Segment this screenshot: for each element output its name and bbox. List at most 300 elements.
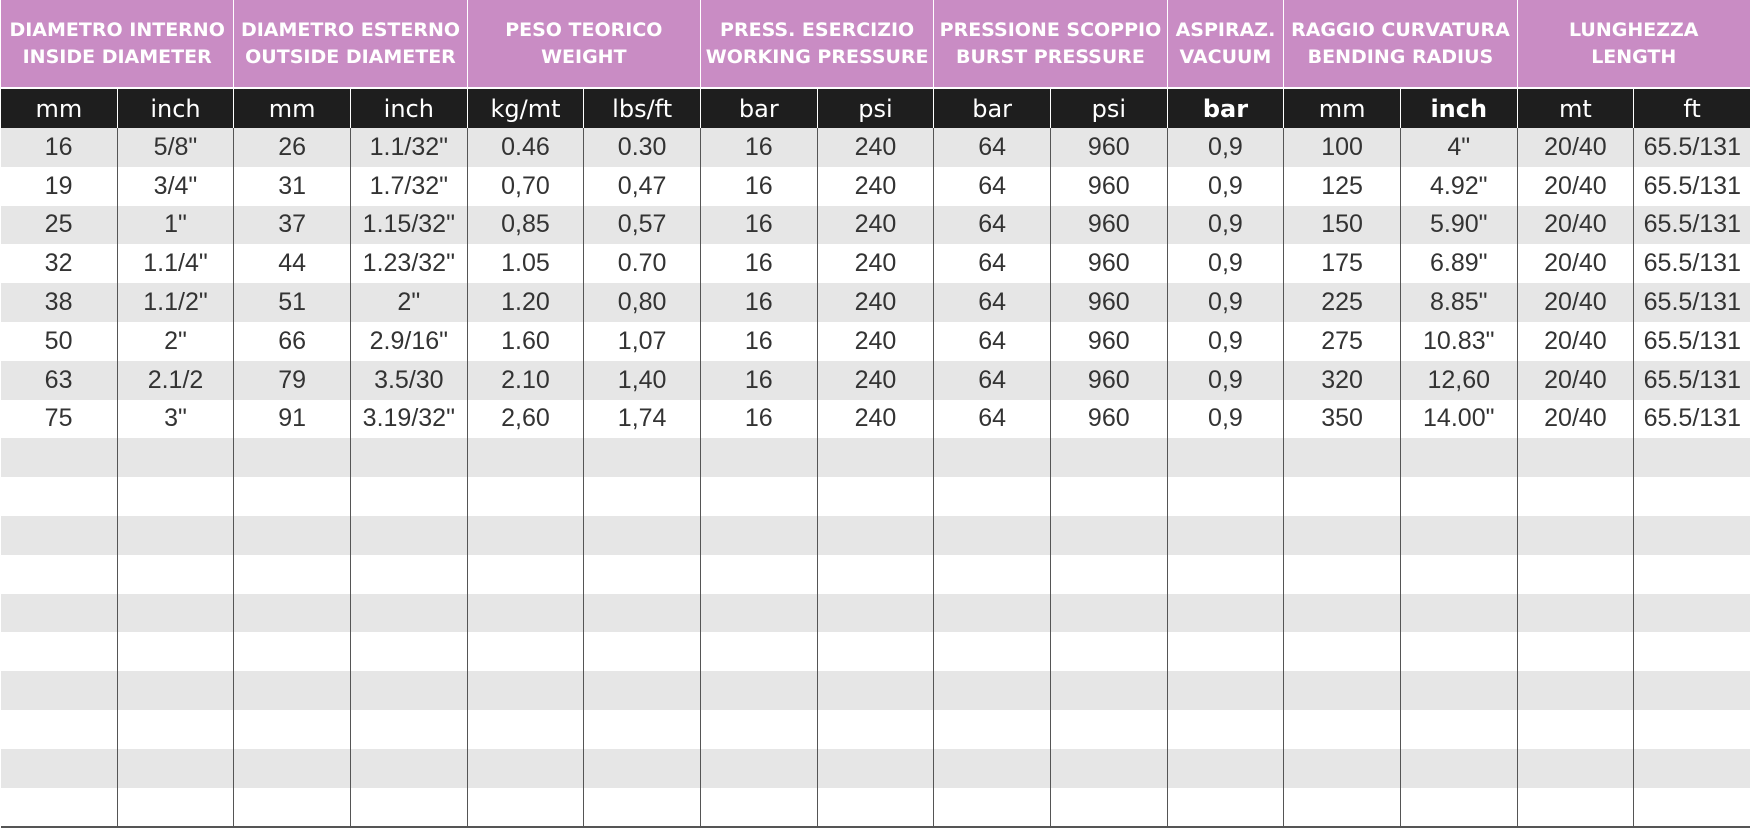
table-cell — [817, 671, 934, 710]
table-cell — [934, 477, 1051, 516]
table-row — [1, 632, 1750, 671]
table-cell — [1517, 632, 1634, 671]
table-cell: 2.9/16" — [350, 322, 467, 361]
table-cell: 2.1/2 — [117, 361, 234, 400]
table-cell: 65.5/131 — [1634, 167, 1750, 206]
table-cell — [467, 438, 584, 477]
table-cell: 1.15/32" — [350, 206, 467, 245]
table-cell: 64 — [934, 322, 1051, 361]
group-header-0 — [1, 0, 234, 88]
table-cell — [1634, 594, 1750, 633]
table-cell — [817, 710, 934, 749]
table-cell: 960 — [1050, 283, 1167, 322]
table-cell: 64 — [934, 128, 1051, 167]
table-cell — [234, 555, 351, 594]
table-cell: 960 — [1050, 167, 1167, 206]
table-cell: 14.00" — [1400, 400, 1517, 439]
table-cell — [350, 632, 467, 671]
table-cell — [1400, 710, 1517, 749]
table-row — [1, 477, 1750, 516]
table-cell: 5.90" — [1400, 206, 1517, 245]
table-cell: 0,9 — [1167, 361, 1284, 400]
table-row — [1, 400, 1750, 439]
table-cell: 0,9 — [1167, 322, 1284, 361]
table-row — [1, 128, 1750, 167]
table-cell: 2,60 — [467, 400, 584, 439]
table-cell: 1" — [117, 206, 234, 245]
table-cell: 4.92" — [1400, 167, 1517, 206]
table-cell: 3.19/32" — [350, 400, 467, 439]
unit-header-9: psi — [1050, 88, 1167, 128]
table-row — [1, 206, 1750, 245]
table-cell — [1167, 516, 1284, 555]
table-cell — [1050, 555, 1167, 594]
table-cell: 19 — [1, 167, 118, 206]
table-cell — [700, 516, 817, 555]
table-cell — [1634, 477, 1750, 516]
group-header-en-label: BENDING RADIUS — [1286, 44, 1514, 71]
table-cell — [584, 671, 701, 710]
table-cell: 16 — [700, 283, 817, 322]
unit-header-7: psi — [817, 88, 934, 128]
table-cell: 275 — [1284, 322, 1401, 361]
table-cell: 65.5/131 — [1634, 128, 1750, 167]
table-cell: 20/40 — [1517, 283, 1634, 322]
table-cell — [817, 516, 934, 555]
table-cell: 1.1/32" — [350, 128, 467, 167]
table-cell — [1634, 632, 1750, 671]
group-header-it-label: LUNGHEZZA — [1520, 17, 1748, 44]
unit-header-8: bar — [934, 88, 1051, 128]
table-cell: 10.83" — [1400, 322, 1517, 361]
table-cell — [1, 516, 118, 555]
table-cell: 5/8" — [117, 128, 234, 167]
table-cell — [1517, 788, 1634, 828]
table-cell: 1.20 — [467, 283, 584, 322]
table-cell — [934, 555, 1051, 594]
table-cell — [1517, 671, 1634, 710]
table-cell — [1634, 710, 1750, 749]
table-cell — [1, 710, 118, 749]
table-cell: 0.70 — [584, 244, 701, 283]
unit-header-13: mt — [1517, 88, 1634, 128]
table-cell — [467, 477, 584, 516]
unit-header-10: bar — [1167, 88, 1284, 128]
table-cell: 3.5/30 — [350, 361, 467, 400]
table-cell: 37 — [234, 206, 351, 245]
table-cell — [1634, 516, 1750, 555]
table-cell — [1400, 438, 1517, 477]
table-cell — [1050, 671, 1167, 710]
table-cell — [117, 438, 234, 477]
unit-header-12: inch — [1400, 88, 1517, 128]
table-cell: 0,70 — [467, 167, 584, 206]
table-row — [1, 283, 1750, 322]
table-cell — [584, 788, 701, 828]
table-cell — [1050, 710, 1167, 749]
unit-header-3: inch — [350, 88, 467, 128]
table-cell — [234, 710, 351, 749]
unit-header-11: mm — [1284, 88, 1401, 128]
table-cell — [700, 555, 817, 594]
table-cell: 64 — [934, 206, 1051, 245]
table-cell: 91 — [234, 400, 351, 439]
table-cell: 240 — [817, 283, 934, 322]
table-cell — [1284, 477, 1401, 516]
table-cell — [1400, 788, 1517, 828]
table-cell: 1.1/4" — [117, 244, 234, 283]
table-cell: 63 — [1, 361, 118, 400]
table-cell: 64 — [934, 361, 1051, 400]
table-cell — [234, 749, 351, 788]
table-cell: 25 — [1, 206, 118, 245]
table-cell: 960 — [1050, 244, 1167, 283]
table-row — [1, 322, 1750, 361]
table-cell — [700, 749, 817, 788]
unit-header-4: kg/mt — [467, 88, 584, 128]
table-cell — [117, 555, 234, 594]
table-cell: 20/40 — [1517, 361, 1634, 400]
table-cell — [1050, 632, 1167, 671]
table-cell: 12,60 — [1400, 361, 1517, 400]
table-row — [1, 438, 1750, 477]
group-header-7 — [1517, 0, 1750, 88]
table-cell: 64 — [934, 244, 1051, 283]
table-cell: 64 — [934, 167, 1051, 206]
table-cell — [234, 788, 351, 828]
table-cell: 64 — [934, 400, 1051, 439]
table-cell — [1400, 594, 1517, 633]
group-header-2 — [467, 0, 700, 88]
table-cell: 20/40 — [1517, 400, 1634, 439]
table-cell — [467, 555, 584, 594]
table-cell: 240 — [817, 167, 934, 206]
table-cell: 240 — [817, 128, 934, 167]
table-cell — [234, 438, 351, 477]
table-cell — [817, 632, 934, 671]
table-cell — [117, 710, 234, 749]
table-cell: 79 — [234, 361, 351, 400]
table-row — [1, 555, 1750, 594]
table-cell — [1284, 749, 1401, 788]
table-cell — [467, 710, 584, 749]
table-cell — [117, 594, 234, 633]
table-cell — [1517, 555, 1634, 594]
table-cell: 16 — [700, 322, 817, 361]
table-cell: 0,9 — [1167, 128, 1284, 167]
table-cell — [350, 594, 467, 633]
group-header-it-label: RAGGIO CURVATURA — [1286, 17, 1514, 44]
table-cell — [234, 632, 351, 671]
table-cell — [1634, 555, 1750, 594]
table-cell: 175 — [1284, 244, 1401, 283]
table-cell — [117, 632, 234, 671]
table-cell — [1, 594, 118, 633]
table-cell — [1400, 671, 1517, 710]
table-cell — [584, 710, 701, 749]
table-cell — [117, 671, 234, 710]
table-cell — [1167, 477, 1284, 516]
group-header-en-label: VACUUM — [1170, 44, 1282, 71]
table-row — [1, 594, 1750, 633]
table-cell: 20/40 — [1517, 206, 1634, 245]
group-header-4 — [934, 0, 1167, 88]
table-cell — [817, 477, 934, 516]
table-cell — [1634, 788, 1750, 828]
table-cell: 66 — [234, 322, 351, 361]
table-cell — [700, 671, 817, 710]
table-cell: 1.1/2" — [117, 283, 234, 322]
table-cell: 240 — [817, 244, 934, 283]
table-cell — [1634, 671, 1750, 710]
group-header-en-label: BURST PRESSURE — [936, 44, 1164, 71]
table-cell — [350, 516, 467, 555]
table-cell: 1.60 — [467, 322, 584, 361]
table-cell — [1634, 749, 1750, 788]
table-cell: 16 — [700, 400, 817, 439]
table-cell: 65.5/131 — [1634, 206, 1750, 245]
table-cell — [1167, 555, 1284, 594]
unit-header-5: lbs/ft — [584, 88, 701, 128]
table-cell — [350, 438, 467, 477]
table-cell — [1517, 710, 1634, 749]
unit-header-row — [1, 88, 1750, 128]
table-cell: 240 — [817, 361, 934, 400]
table-row — [1, 244, 1750, 283]
table-cell — [1, 477, 118, 516]
table-cell: 16 — [700, 167, 817, 206]
table-cell — [350, 477, 467, 516]
table-cell: 125 — [1284, 167, 1401, 206]
group-header-5 — [1167, 0, 1284, 88]
table-cell — [1, 632, 118, 671]
table-body — [1, 128, 1750, 827]
table-cell — [1050, 749, 1167, 788]
table-cell: 16 — [700, 128, 817, 167]
table-cell: 1,74 — [584, 400, 701, 439]
table-cell — [117, 749, 234, 788]
table-cell: 0,80 — [584, 283, 701, 322]
table-row — [1, 671, 1750, 710]
group-header-it-label: PRESS. ESERCIZIO — [703, 17, 931, 44]
table-cell — [350, 788, 467, 828]
table-cell — [1, 555, 118, 594]
table-cell — [467, 594, 584, 633]
table-cell — [1167, 438, 1284, 477]
table-cell: 0,9 — [1167, 244, 1284, 283]
table-cell: 16 — [700, 206, 817, 245]
table-row — [1, 361, 1750, 400]
table-cell — [117, 477, 234, 516]
table-cell — [1167, 632, 1284, 671]
table-cell: 2" — [350, 283, 467, 322]
table-cell: 3/4" — [117, 167, 234, 206]
table-cell — [1167, 749, 1284, 788]
table-cell — [1284, 516, 1401, 555]
table-cell — [934, 632, 1051, 671]
table-cell — [584, 594, 701, 633]
table-cell — [700, 710, 817, 749]
table-cell: 65.5/131 — [1634, 322, 1750, 361]
table-cell: 16 — [700, 361, 817, 400]
table-cell — [1400, 555, 1517, 594]
table-cell — [467, 516, 584, 555]
table-cell — [117, 516, 234, 555]
table-cell: 240 — [817, 206, 934, 245]
table-cell — [1167, 594, 1284, 633]
unit-header-0: mm — [1, 88, 118, 128]
table-cell — [1400, 632, 1517, 671]
table-cell: 65.5/131 — [1634, 400, 1750, 439]
table-cell — [584, 516, 701, 555]
table-cell: 65.5/131 — [1634, 283, 1750, 322]
table-cell — [1517, 749, 1634, 788]
table-cell — [584, 477, 701, 516]
table-cell — [1167, 788, 1284, 828]
table-cell — [1167, 671, 1284, 710]
table-cell: 26 — [234, 128, 351, 167]
table-cell: 100 — [1284, 128, 1401, 167]
group-header-6 — [1284, 0, 1517, 88]
table-cell — [817, 594, 934, 633]
table-cell: 240 — [817, 400, 934, 439]
group-header-it-label: DIAMETRO ESTERNO — [236, 17, 464, 44]
table-cell: 1,07 — [584, 322, 701, 361]
table-cell: 20/40 — [1517, 128, 1634, 167]
table-cell — [234, 594, 351, 633]
table-cell: 16 — [700, 244, 817, 283]
table-cell — [1517, 516, 1634, 555]
table-cell: 0.30 — [584, 128, 701, 167]
table-cell — [234, 477, 351, 516]
table-cell: 50 — [1, 322, 118, 361]
table-cell — [700, 632, 817, 671]
table-cell: 0,85 — [467, 206, 584, 245]
table-cell — [1, 671, 118, 710]
table-cell — [1284, 632, 1401, 671]
table-cell — [350, 671, 467, 710]
table-cell: 960 — [1050, 206, 1167, 245]
table-cell — [1284, 438, 1401, 477]
table-cell — [1284, 788, 1401, 828]
table-cell: 0,9 — [1167, 283, 1284, 322]
table-cell — [1517, 594, 1634, 633]
group-header-1 — [234, 0, 467, 88]
table-cell: 0.46 — [467, 128, 584, 167]
table-cell — [1517, 438, 1634, 477]
table-cell — [934, 438, 1051, 477]
table-cell: 0,47 — [584, 167, 701, 206]
table-cell: 240 — [817, 322, 934, 361]
table-row — [1, 749, 1750, 788]
table-cell: 8.85" — [1400, 283, 1517, 322]
table-cell — [1050, 477, 1167, 516]
table-cell: 960 — [1050, 400, 1167, 439]
table-cell — [117, 788, 234, 828]
table-cell: 960 — [1050, 322, 1167, 361]
table-cell — [1167, 710, 1284, 749]
group-header-it-label: DIAMETRO INTERNO — [3, 17, 231, 44]
table-cell — [700, 477, 817, 516]
table-cell — [817, 788, 934, 828]
table-cell: 0,57 — [584, 206, 701, 245]
table-cell — [1400, 749, 1517, 788]
table-cell: 320 — [1284, 361, 1401, 400]
table-cell — [1400, 516, 1517, 555]
table-cell: 4" — [1400, 128, 1517, 167]
table-cell: 75 — [1, 400, 118, 439]
table-cell — [1050, 516, 1167, 555]
table-cell — [700, 438, 817, 477]
table-cell: 20/40 — [1517, 167, 1634, 206]
group-header-en-label: WORKING PRESSURE — [703, 44, 931, 71]
table-cell — [934, 516, 1051, 555]
table-cell — [700, 594, 817, 633]
table-cell: 20/40 — [1517, 244, 1634, 283]
table-cell: 1.7/32" — [350, 167, 467, 206]
table-cell — [1284, 671, 1401, 710]
group-header-it-label: PESO TEORICO — [470, 17, 698, 44]
table-cell: 65.5/131 — [1634, 361, 1750, 400]
table-cell: 64 — [934, 283, 1051, 322]
unit-header-14: ft — [1634, 88, 1750, 128]
table-cell — [1050, 788, 1167, 828]
table-row — [1, 710, 1750, 749]
table-cell — [234, 516, 351, 555]
table-cell — [467, 749, 584, 788]
table-cell: 6.89" — [1400, 244, 1517, 283]
table-cell: 960 — [1050, 361, 1167, 400]
table-cell: 16 — [1, 128, 118, 167]
table-cell: 65.5/131 — [1634, 244, 1750, 283]
table-cell — [934, 710, 1051, 749]
table-cell: 38 — [1, 283, 118, 322]
table-cell: 32 — [1, 244, 118, 283]
group-header-3 — [700, 0, 933, 88]
table-cell — [817, 555, 934, 594]
table-cell — [1634, 438, 1750, 477]
table-cell: 350 — [1284, 400, 1401, 439]
table-cell: 31 — [234, 167, 351, 206]
table-cell — [350, 555, 467, 594]
group-header-en-label: LENGTH — [1520, 44, 1748, 71]
table-cell — [1517, 477, 1634, 516]
table-cell: 3" — [117, 400, 234, 439]
table-cell — [584, 632, 701, 671]
table-cell — [1050, 438, 1167, 477]
table-cell: 1.05 — [467, 244, 584, 283]
table-cell: 225 — [1284, 283, 1401, 322]
table-cell — [1284, 594, 1401, 633]
table-cell — [467, 788, 584, 828]
table-cell — [934, 671, 1051, 710]
table-cell — [234, 671, 351, 710]
table-cell: 1,40 — [584, 361, 701, 400]
group-header-en-label: WEIGHT — [470, 44, 698, 71]
table-cell — [350, 749, 467, 788]
table-cell — [1, 788, 118, 828]
table-cell: 2.10 — [467, 361, 584, 400]
table-cell — [817, 749, 934, 788]
table-row — [1, 516, 1750, 555]
group-header-en-label: OUTSIDE DIAMETER — [236, 44, 464, 71]
table-cell: 0,9 — [1167, 167, 1284, 206]
table-cell: 960 — [1050, 128, 1167, 167]
table-cell — [700, 788, 817, 828]
table-cell — [1400, 477, 1517, 516]
table-cell: 51 — [234, 283, 351, 322]
table-cell: 44 — [234, 244, 351, 283]
